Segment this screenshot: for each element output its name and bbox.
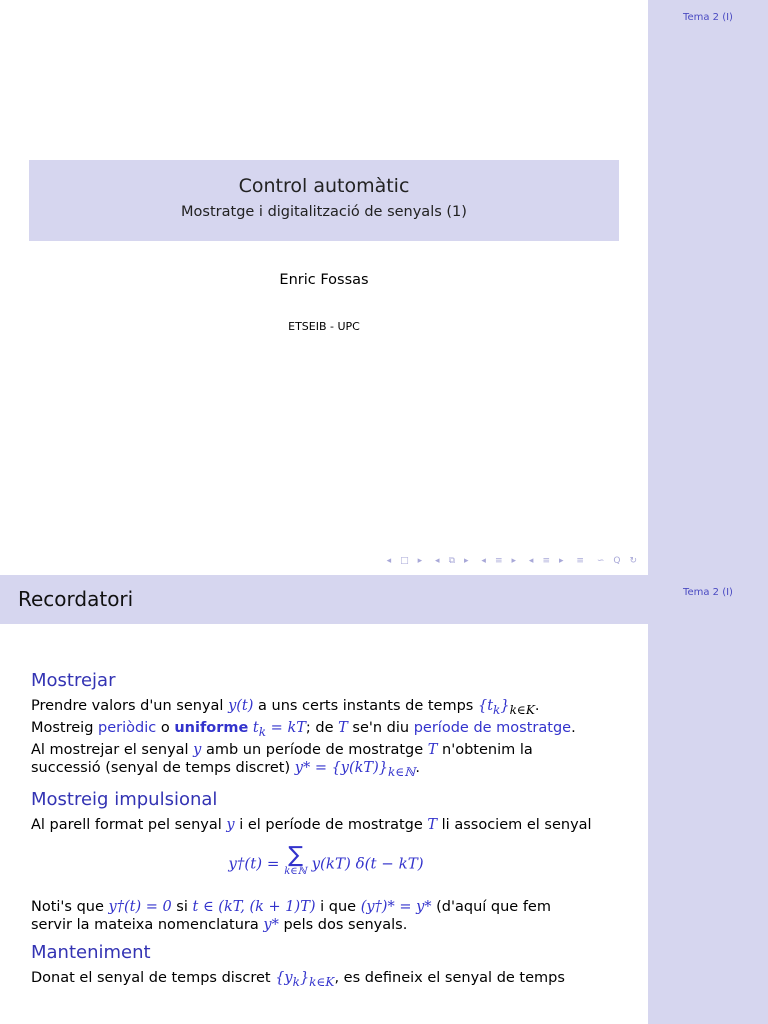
presentation-subtitle: Mostratge i digitalització de senyals (1) <box>181 204 467 220</box>
nav-slide-icon[interactable]: □ <box>400 556 410 566</box>
nav-next-frame-icon[interactable]: ▸ <box>464 556 470 566</box>
institute: ETSEIB - UPC <box>288 320 360 333</box>
nav-back-icon[interactable]: ∽ <box>596 556 606 566</box>
paragraph-line: Noti's que y†(t) = 0 si t ∈ (kT, (k + 1)T) i que (y†)* = y* (d'aquí que fem <box>31 898 551 915</box>
sidebar <box>648 0 768 575</box>
term-periode-mostratge: període de mostratge <box>413 719 572 736</box>
paragraph-line: Mostreig periòdic o uniforme $t_k$ = kT; de T se'n diu període de mostratge. <box>31 719 576 739</box>
nav-next-subsection-icon[interactable]: ▸ <box>511 556 518 566</box>
paragraph-line: successió (senyal de temps discret) $y* = \{y(kT)\}_{k\in ℕ}$. <box>31 759 420 779</box>
navigation-bar <box>383 556 642 566</box>
nav-toc-icon[interactable]: ≡ <box>576 556 585 566</box>
paragraph-line: Al parell format pel senyal y i el període de mostratge T li associem el senyal <box>31 816 592 833</box>
section-title-mostrejar: Mostrejar <box>31 670 116 691</box>
section-title-impulsional: Mostreig impulsional <box>31 788 218 810</box>
impulse-sampling-formula: y†(t) = ∑ k∈ℕ y(kT) δ(t − kT) <box>228 842 424 877</box>
term-uniforme: uniforme <box>174 719 249 736</box>
nav-subsection-icon[interactable]: ≡ <box>494 556 504 566</box>
nav-prev-section-icon[interactable]: ◂ <box>528 556 535 566</box>
frame-header <box>0 575 648 624</box>
sidebar <box>648 575 768 1024</box>
paragraph-line: Al mostrejar el senyal y amb un període de mostratge T n'obtenim la <box>31 741 533 758</box>
nav-section-icon[interactable]: ≡ <box>542 556 551 566</box>
content-slide <box>0 575 768 1024</box>
nav-prev-frame-icon[interactable]: ◂ <box>435 556 441 566</box>
section-title-manteniment: Manteniment <box>31 941 151 963</box>
sidebar-section-label[interactable]: Tema 2 (I) <box>683 12 733 23</box>
paragraph-line: Prendre valors d'un senyal y(t) a uns certs instants de temps $\{t_k\}_{k\in K}$. <box>31 698 540 717</box>
nav-prev-slide-icon[interactable]: ◂ <box>386 556 393 566</box>
author: Enric Fossas <box>279 272 369 288</box>
nav-frame-icon[interactable]: ⧉ <box>448 556 457 566</box>
presentation-title: Control automàtic <box>238 175 410 197</box>
nav-next-slide-icon[interactable]: ▸ <box>417 556 424 566</box>
nav-next-section-icon[interactable]: ▸ <box>558 556 565 566</box>
frame-title: Recordatori <box>18 587 134 611</box>
title-box <box>29 160 619 241</box>
nav-search-icon[interactable]: Q <box>613 556 622 566</box>
nav-forward-icon[interactable]: ↻ <box>629 556 638 566</box>
sidebar-section-label[interactable]: Tema 2 (I) <box>683 587 733 598</box>
term-periodic: periòdic <box>98 719 157 736</box>
paragraph-line: servir la mateixa nomenclatura y* pels dos senyals. <box>31 916 408 933</box>
paragraph-line: Donat el senyal de temps discret $\{y_k\}_{k\in K}$, es defineix el senyal de temps <box>31 969 565 989</box>
slide-content <box>31 670 621 991</box>
nav-prev-subsection-icon[interactable]: ◂ <box>481 556 487 566</box>
